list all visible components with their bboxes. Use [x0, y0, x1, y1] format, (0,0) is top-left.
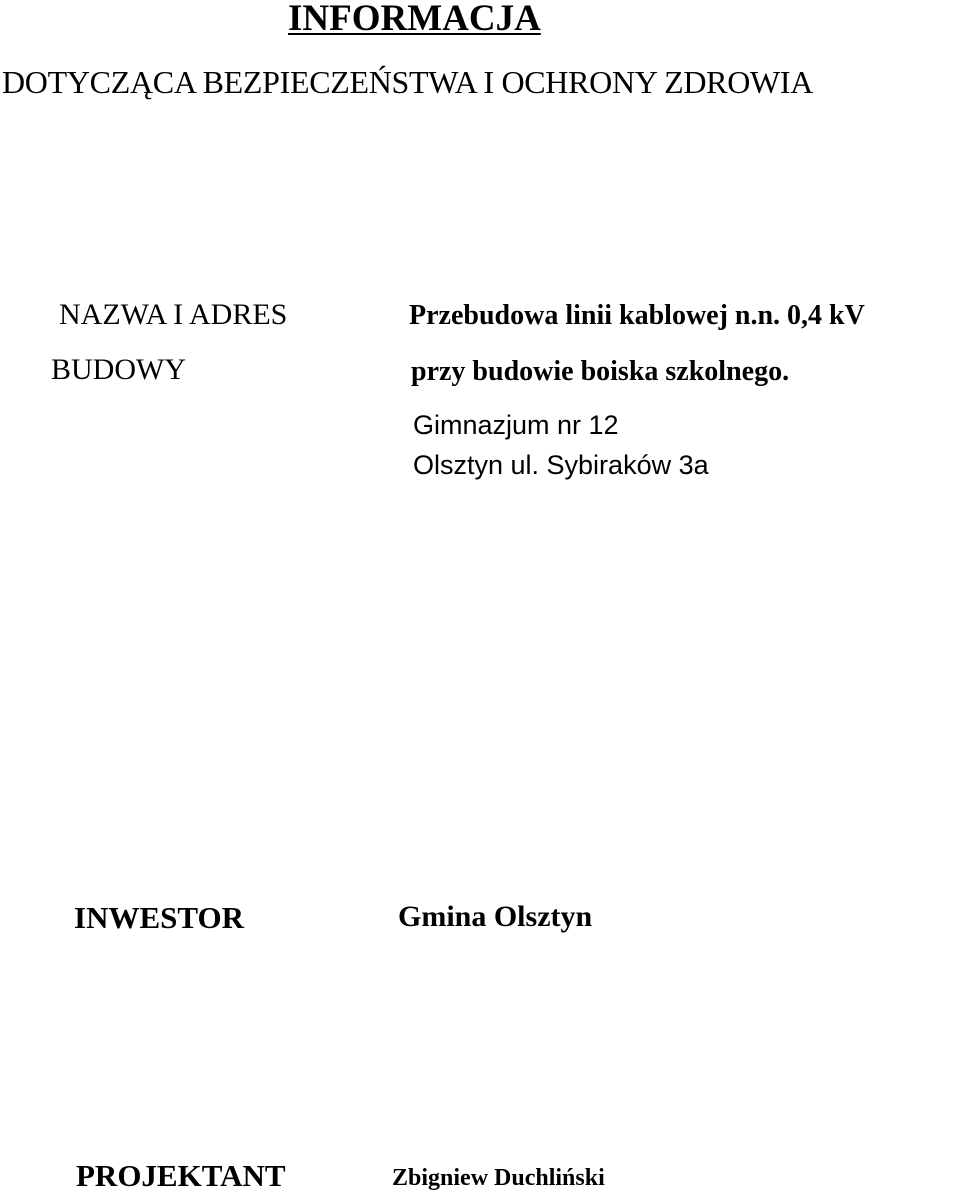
- building-address-line2: Olsztyn ul. Sybiraków 3a: [413, 450, 709, 480]
- building-label-line1: NAZWA I ADRES: [59, 298, 288, 331]
- building-address-line1: Gimnazjum nr 12: [413, 410, 619, 440]
- building-name-line1: Przebudowa linii kablowej n.n. 0,4 kV: [409, 300, 865, 331]
- investor-label: INWESTOR: [74, 900, 244, 935]
- designer-label: PROJEKTANT: [76, 1158, 286, 1193]
- building-name-line2: przy budowie boiska szkolnego.: [411, 356, 790, 387]
- designer-value: Zbigniew Duchliński: [392, 1165, 605, 1191]
- document-title: INFORMACJA: [288, 0, 541, 39]
- building-label-line2: BUDOWY: [51, 353, 186, 386]
- document-subtitle: DOTYCZĄCA BEZPIECZEŃSTWA I OCHRONY ZDROWIA: [2, 64, 814, 100]
- investor-value: Gmina Olsztyn: [398, 900, 593, 933]
